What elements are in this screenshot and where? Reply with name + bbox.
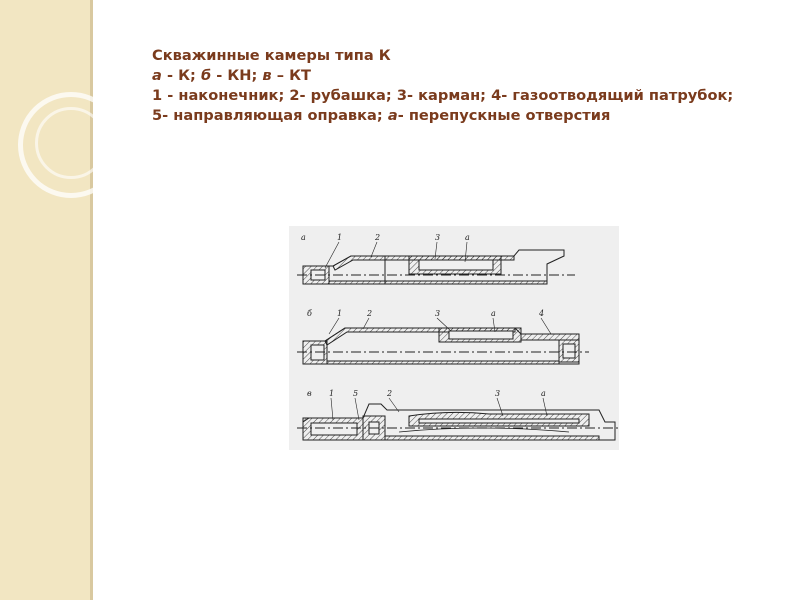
decorative-sidebar bbox=[0, 0, 90, 600]
row-letter-b: б bbox=[307, 309, 312, 318]
slide-caption bbox=[152, 46, 772, 126]
row-letter-v: в bbox=[307, 389, 312, 398]
label-b-2: 2 bbox=[367, 309, 373, 318]
parts-line-end: - перепускные отверстия bbox=[397, 107, 611, 124]
label-v-2: 2 bbox=[387, 389, 393, 398]
type-letter-a: а bbox=[152, 67, 162, 84]
type-b-text: - КН; bbox=[211, 67, 263, 84]
label-a-2: 2 bbox=[375, 233, 381, 242]
label-a-1: 1 bbox=[337, 233, 343, 242]
label-a-holes: а bbox=[465, 233, 470, 242]
type-a-text: - К; bbox=[161, 67, 201, 84]
label-v-3: 3 bbox=[495, 389, 501, 398]
label-a-3: 3 bbox=[435, 233, 441, 242]
caption-parts-line-2 bbox=[152, 106, 772, 126]
holes-letter-a: а bbox=[387, 107, 398, 124]
chamber-drawing-v bbox=[297, 404, 619, 440]
label-b-holes: а bbox=[491, 309, 496, 318]
label-b-4: 4 bbox=[539, 309, 545, 318]
sidebar-divider bbox=[90, 0, 93, 600]
type-v-text: – КТ bbox=[271, 67, 312, 84]
caption-types-line bbox=[152, 66, 772, 86]
type-letter-b: б bbox=[200, 67, 212, 84]
label-b-3: 3 bbox=[435, 309, 441, 318]
chamber-drawing-a bbox=[297, 250, 575, 284]
caption-title: Скважинные камеры типа К bbox=[152, 47, 391, 64]
label-v-1: 1 bbox=[329, 389, 335, 398]
row-letter-a: а bbox=[301, 233, 306, 242]
label-v-5: 5 bbox=[353, 389, 359, 398]
caption-parts-line: 1 - наконечник; 2- рубашка; 3- карман; 4- газоотводящий патрубок; bbox=[152, 87, 734, 104]
label-b-1: 1 bbox=[337, 309, 343, 318]
technical-drawing bbox=[289, 226, 619, 450]
parts-line-start: 5- направляющая оправка; bbox=[152, 107, 388, 124]
decorative-ring-small bbox=[35, 107, 107, 179]
type-letter-v: в bbox=[262, 67, 272, 84]
chamber-drawing-b bbox=[297, 328, 589, 364]
label-v-holes: а bbox=[541, 389, 546, 398]
